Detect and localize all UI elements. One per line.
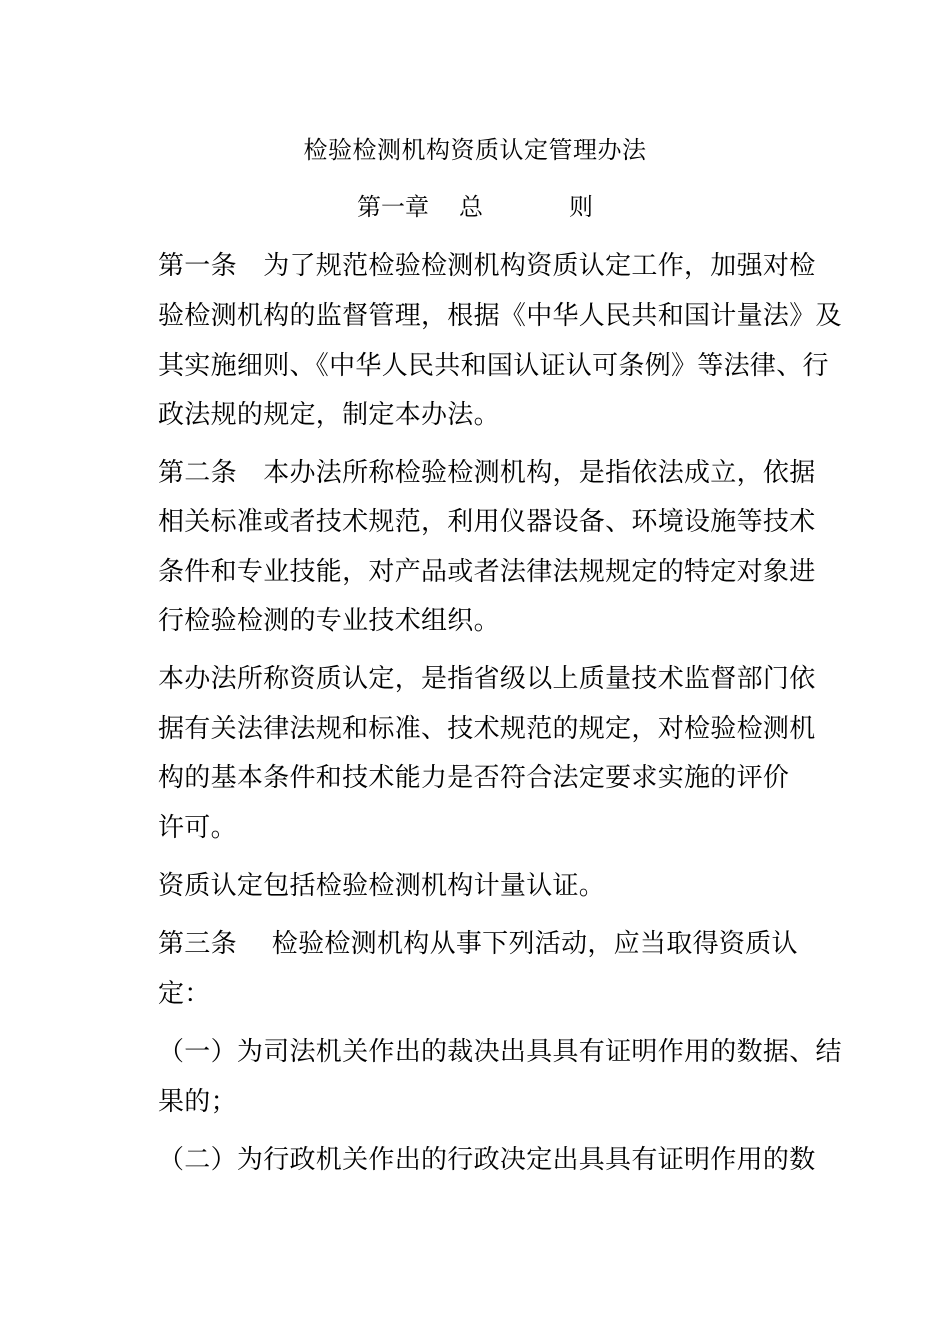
text-line: （二）为行政机关作出的行政决定出具具有证明作用的数 — [158, 1145, 816, 1175]
text-line: 第二条 本办法所称检验检测机构，是指依法成立，依据 — [158, 458, 816, 488]
text-line: 资质认定包括检验检测机构计量认证。 — [158, 871, 606, 901]
text-line: 条件和专业技能，对产品或者法律法规规定的特定对象进 — [158, 557, 816, 587]
text-line: 政法规的规定，制定本办法。 — [158, 400, 500, 430]
chapter-number: 第一章 — [357, 193, 429, 221]
text-line: 据有关法律法规和标准、技术规范的规定，对检验检测机 — [158, 714, 816, 744]
text-line: 验检测机构的监督管理，根据《中华人民共和国计量法》及 — [158, 301, 842, 331]
text-line: 构的基本条件和技术能力是否符合法定要求实施的评价 — [158, 763, 790, 793]
document-title: 检验检测机构资质认定管理办法 — [303, 136, 647, 164]
text-line: 第一条 为了规范检验检测机构资质认定工作，加强对检 — [158, 251, 816, 281]
text-line: 定： — [158, 979, 211, 1009]
text-line: 本办法所称资质认定，是指省级以上质量技术监督部门依 — [158, 664, 816, 694]
chapter-name-part1: 总 — [459, 193, 483, 221]
text-line: 相关标准或者技术规范，利用仪器设备、环境设施等技术 — [158, 507, 816, 537]
text-line: 行检验检测的专业技术组织。 — [158, 606, 500, 636]
chapter-heading — [357, 191, 593, 223]
text-line: 其实施细则、《中华人民共和国认证认可条例》等法律、行 — [158, 351, 829, 381]
text-line: 果的； — [158, 1087, 237, 1117]
text-line: 第三条 检验检测机构从事下列活动，应当取得资质认 — [158, 929, 798, 959]
text-line: （一）为司法机关作出的裁决出具具有证明作用的数据、结 — [158, 1037, 842, 1067]
text-line: 许可。 — [158, 813, 237, 843]
chapter-name-part2: 则 — [569, 193, 593, 221]
